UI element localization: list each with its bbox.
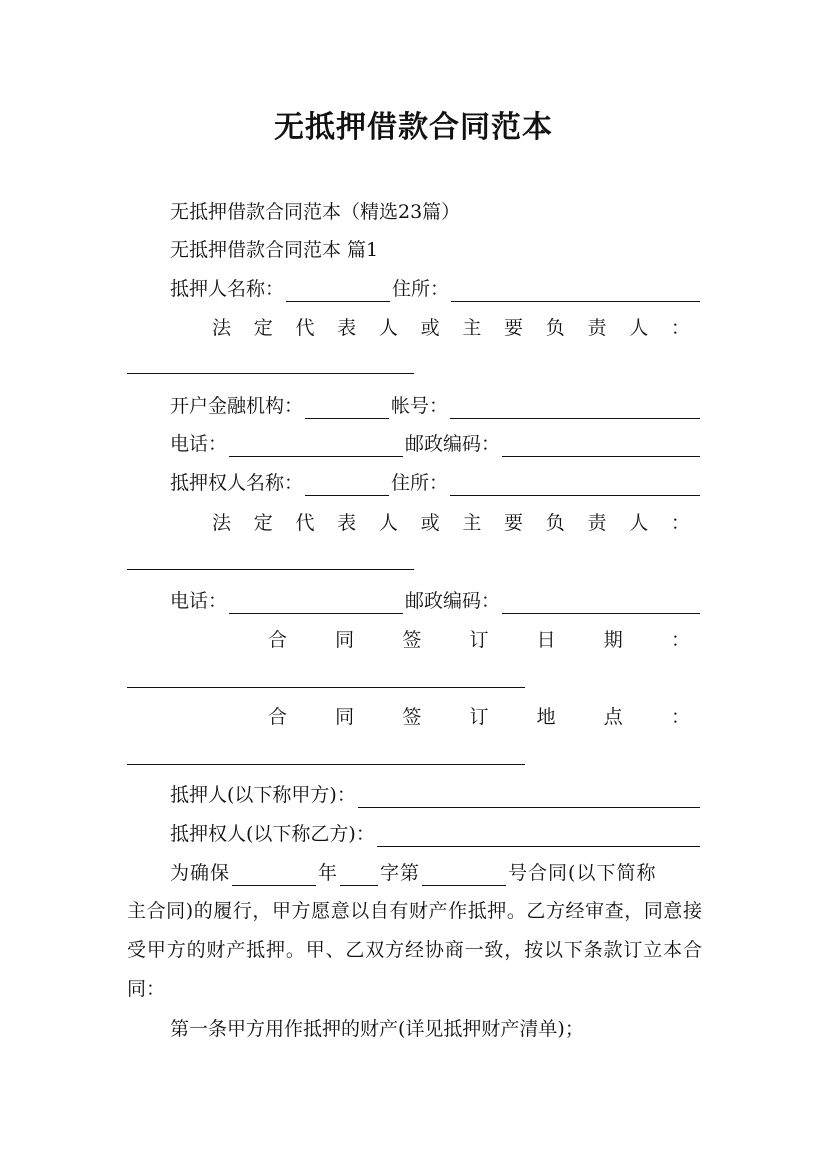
party-b-row (170, 821, 702, 847)
label-char: 订 (469, 629, 489, 651)
document-title: 无抵押借款合同范本 (274, 110, 553, 145)
bank-row (170, 393, 702, 419)
article-1: 第一条甲方用作抵押的财产(详见抵押财产清单)； (170, 1018, 584, 1040)
phone-row-1 (170, 431, 702, 457)
label-char: ： (670, 706, 690, 728)
party-a-blank (358, 787, 700, 808)
address-blank-2 (450, 475, 700, 496)
label-char: 人 (629, 317, 649, 339)
label-char: 责 (587, 512, 607, 534)
label-char: 要 (504, 317, 524, 339)
label-char: 签 (402, 629, 422, 651)
address-blank (451, 281, 700, 302)
legal-rep-blank-1 (127, 372, 414, 374)
label-char: 或 (420, 317, 440, 339)
label-char: 定 (253, 512, 273, 534)
mortgagee-name-blank (305, 475, 389, 496)
mortgagor-name-label: 抵押人名称： (170, 278, 285, 300)
label-char: 同 (335, 629, 355, 651)
label-char: 代 (295, 512, 315, 534)
label-char: 表 (337, 317, 357, 339)
sign-date-blank (127, 686, 525, 688)
legal-rep-label-1 (212, 315, 690, 341)
party-b-blank (377, 826, 700, 847)
party-a-label: 抵押人(以下称甲方)： (170, 784, 356, 806)
sign-date-label (268, 627, 690, 653)
postcode-label-1: 邮政编码： (405, 433, 501, 455)
intro-paragraph: 主合同)的履行，甲方愿意以自有财产作抵押。乙方经审查，同意接受甲方的财产抵押。甲、乙双方经协商一致，按以下条款订立本合同： (127, 900, 702, 1000)
label-char: 合 (268, 629, 288, 651)
postcode-blank-1 (502, 436, 700, 457)
label-char: 责 (587, 317, 607, 339)
mortgagee-name-row (170, 470, 702, 496)
phone-label-2: 电话： (170, 590, 228, 612)
mortgagor-name-row (170, 276, 702, 302)
party-b-label: 抵押权人(以下称乙方)： (170, 823, 375, 845)
section-heading: 无抵押借款合同范本 篇1 (170, 239, 379, 261)
intro-text-2: 年 (318, 862, 339, 884)
label-char: 法 (212, 317, 232, 339)
label-char: 人 (378, 317, 398, 339)
label-char: 代 (295, 317, 315, 339)
label-char: 要 (504, 512, 524, 534)
label-char: 表 (337, 512, 357, 534)
bank-label: 开户金融机构： (170, 395, 304, 417)
contract-number-blank (422, 865, 506, 886)
mortgagee-name-label: 抵押权人名称： (170, 472, 304, 494)
label-char: ： (670, 317, 690, 339)
postcode-label-2: 邮政编码： (405, 590, 501, 612)
label-char: 或 (420, 512, 440, 534)
legal-rep-label-2 (212, 510, 690, 536)
label-char: ： (670, 629, 690, 651)
label-char: 合 (268, 706, 288, 728)
bank-blank (305, 398, 389, 419)
subtitle-line: 无抵押借款合同范本（精选23篇） (170, 201, 461, 223)
sign-place-blank (127, 763, 525, 765)
label-char: 订 (469, 706, 489, 728)
sign-place-label (268, 704, 690, 730)
label-char: 定 (253, 317, 273, 339)
label-char: 负 (545, 317, 565, 339)
label-char: 主 (462, 317, 482, 339)
label-char: 日 (536, 629, 556, 651)
label-char: ： (670, 512, 690, 534)
label-char: 负 (545, 512, 565, 534)
label-char: 同 (335, 706, 355, 728)
mortgagor-name-blank (286, 281, 390, 302)
account-blank (450, 398, 700, 419)
phone-label-1: 电话： (170, 433, 228, 455)
contract-year-blank (232, 865, 316, 886)
phone-row-2 (170, 588, 702, 614)
label-char: 法 (212, 512, 232, 534)
address-label-2: 住所： (391, 472, 449, 494)
label-char: 期 (603, 629, 623, 651)
account-label: 帐号： (391, 395, 449, 417)
label-char: 人 (378, 512, 398, 534)
label-char: 签 (402, 706, 422, 728)
intro-text-4: 号合同(以下简称 (508, 862, 657, 884)
postcode-blank-2 (502, 593, 700, 614)
party-a-row (170, 782, 702, 808)
label-char: 主 (462, 512, 482, 534)
intro-line-1 (170, 860, 702, 886)
phone-blank-2 (229, 593, 403, 614)
phone-blank-1 (229, 436, 403, 457)
label-char: 人 (629, 512, 649, 534)
intro-text-1: 为确保 (170, 862, 231, 884)
intro-text-3: 字第 (380, 862, 421, 884)
legal-rep-blank-2 (127, 568, 414, 570)
address-label: 住所： (392, 278, 450, 300)
label-char: 点 (603, 706, 623, 728)
contract-word-blank (340, 865, 378, 886)
label-char: 地 (536, 706, 556, 728)
